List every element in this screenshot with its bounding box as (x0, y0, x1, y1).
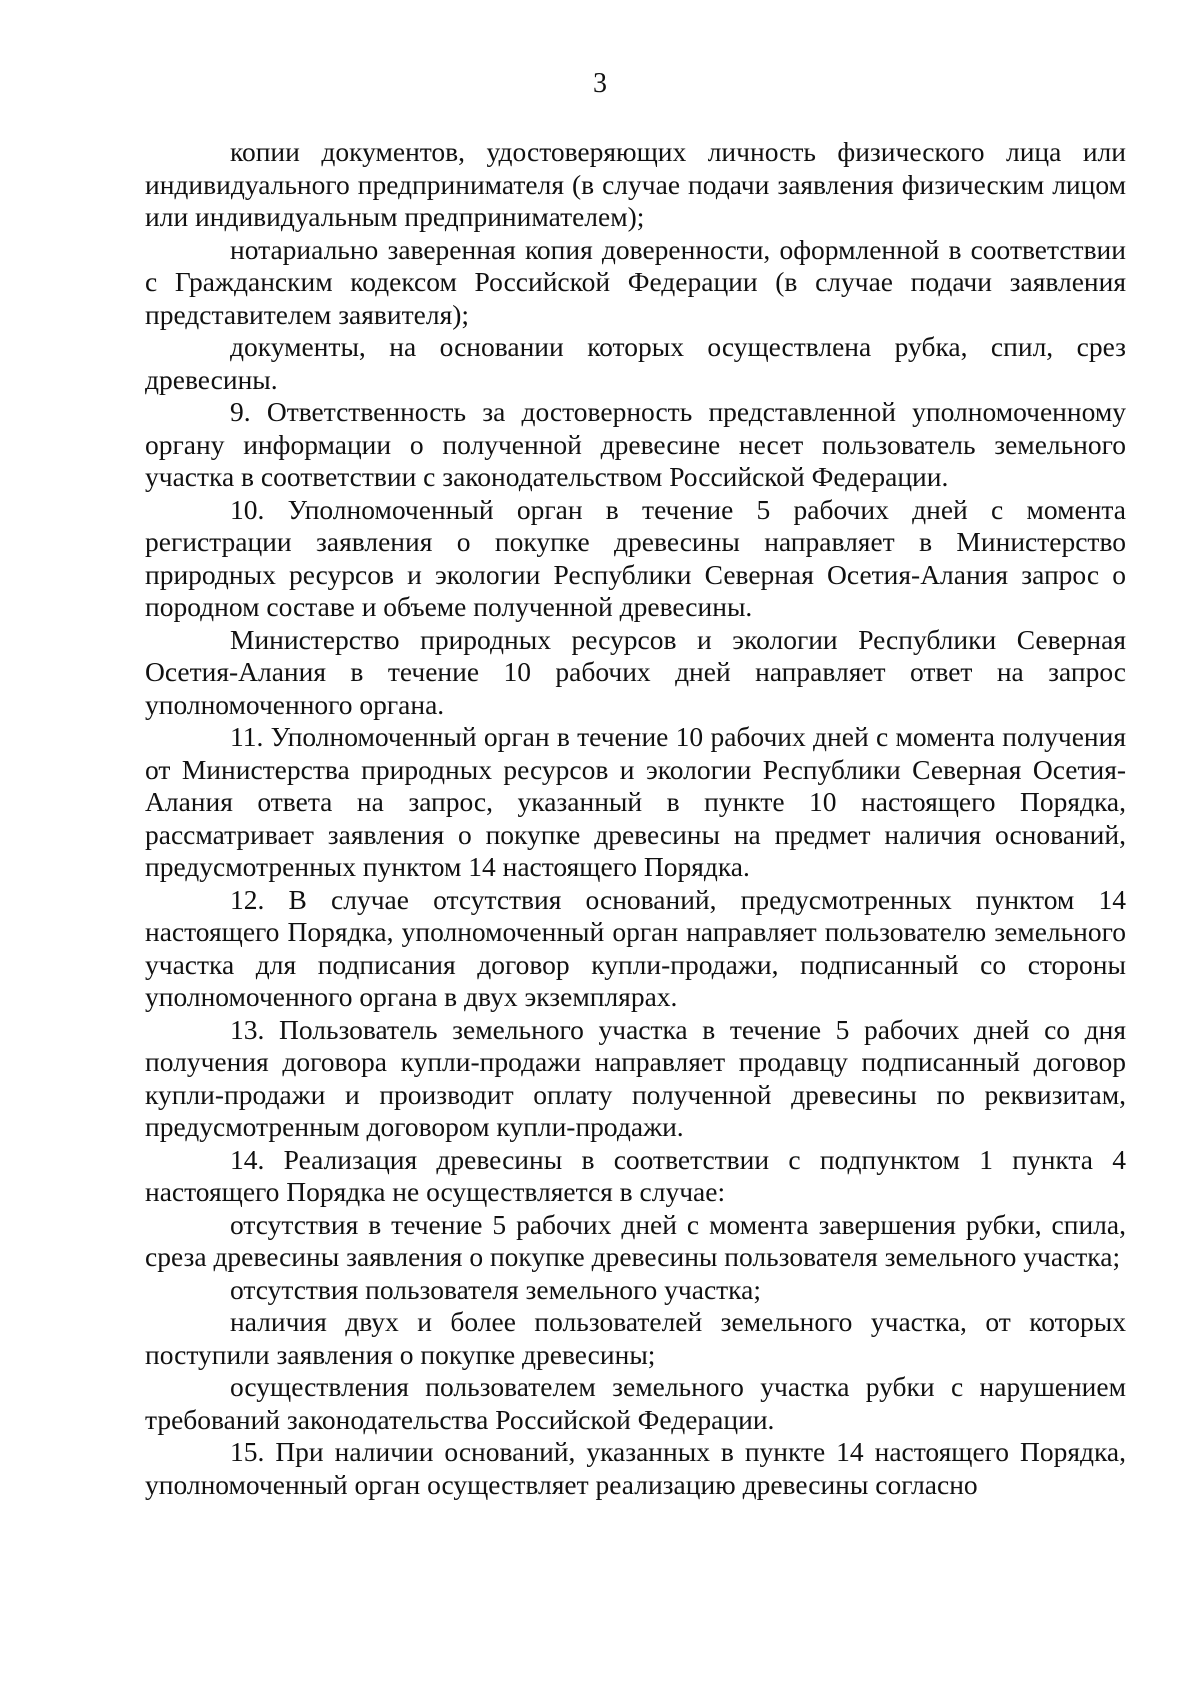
paragraph-item-11: 11. Уполномоченный орган в течение 10 рабочих дней с момента получения от Министерства природных ресурсов и экологии Республики Северная Осетия-Алания ответа на запрос, указанный в пункте 10 настоящего Порядка, рассматривает заявления о покупке древесины на предмет наличия оснований, предусмотренных пунктом 14 настоящего Порядка. (145, 721, 1126, 882)
paragraph-item-12: 12. В случае отсутствия оснований, предусмотренных пунктом 14 настоящего Порядка, уполномоченный орган направляет пользователю земельного участка для подписания договор купли-продажи, подписанный со стороны уполномоченного органа в двух экземплярах. (145, 883, 1126, 1012)
paragraph-multiple-users: наличия двух и более пользователей земельного участка, от которых поступили заявления о покупке древесины; (145, 1306, 1126, 1370)
document-body (145, 136, 1126, 1501)
paragraph-item-14: 14. Реализация древесины в соответствии с подпунктом 1 пункта 4 настоящего Порядка не осуществляется в случае: (145, 1143, 1126, 1207)
paragraph-no-user: отсутствия пользователя земельного участка; (230, 1273, 761, 1305)
paragraph-item-15: 15. При наличии оснований, указанных в пункте 14 настоящего Порядка, уполномоченный орган осуществляет реализацию древесины согласно (145, 1436, 1126, 1500)
paragraph-item-9: 9. Ответственность за достоверность представленной уполномоченному органу информации о полученной древесине несет пользователь земельного участка в соответствии с законодательством Российской Федерации. (145, 396, 1126, 492)
page-number: 3 (593, 68, 607, 99)
paragraph-power-of-attorney: нотариально заверенная копия доверенности, оформленной в соответствии с Гражданским кодексом Российской Федерации (в случае подачи заявления представителем заявителя); (145, 233, 1126, 330)
paragraph-violation: осуществления пользователем земельного участка рубки с нарушением требований законодательства Российской Федерации. (145, 1371, 1126, 1435)
paragraph-ministry-response: Министерство природных ресурсов и экологии Республики Северная Осетия-Алания в течение 10 рабочих дней направляет ответ на запрос уполномоченного органа. (145, 623, 1126, 720)
paragraph-no-application: отсутствия в течение 5 рабочих дней с момента завершения рубки, спила, среза древесины заявления о покупке древесины пользователя земельного участка; (145, 1208, 1126, 1272)
paragraph-item-10: 10. Уполномоченный орган в течение 5 рабочих дней с момента регистрации заявления о покупке древесины направляет в Министерство природных ресурсов и экологии Республики Северная Осетия-Алания запрос о породном составе и объеме полученной древесины. (145, 493, 1126, 622)
paragraph-identity-docs: копии документов, удостоверяющих личность физического лица или индивидуального предпринимателя (в случае подачи заявления физическим лицом или индивидуальным предпринимателем); (145, 136, 1126, 232)
paragraph-item-13: 13. Пользователь земельного участка в течение 5 рабочих дней со дня получения договора купли-продажи направляет продавцу подписанный договор купли-продажи и производит оплату полученной древесины по реквизитам, предусмотренным договором купли-продажи. (145, 1013, 1126, 1142)
paragraph-felling-docs: документы, на основании которых осуществлена рубка, спил, срез древесины. (145, 331, 1126, 395)
